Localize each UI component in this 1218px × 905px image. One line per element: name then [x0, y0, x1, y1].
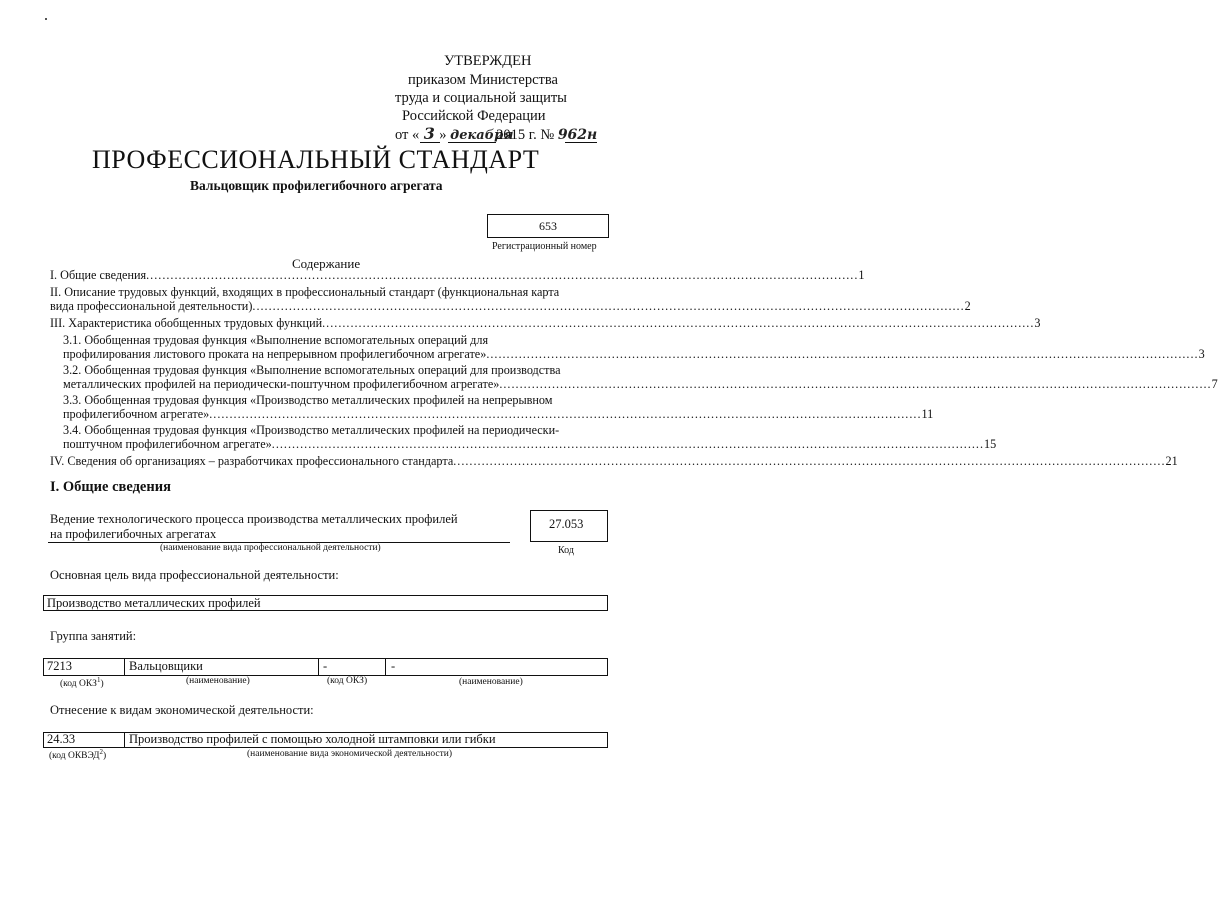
- registration-number-box: 653: [487, 214, 609, 238]
- toc-item-32: металлических профилей на периодически-поштучном профилегибочном агрегате» ................................................................................................................................................................................ 7: [63, 377, 1218, 391]
- econ-name: Производство профилей с помощью холодной штамповки или гибки: [129, 732, 496, 746]
- group-divider-1: [124, 658, 125, 676]
- caption-name-2: (наименование): [459, 677, 523, 687]
- toc-item-34: поштучном профилегибочном агрегате» ................................................................................................................................................................................ 15: [63, 437, 997, 451]
- toc-item-3: III. Характеристика обобщенных трудовых функций ................................................................................................................................................................................ 3: [50, 316, 1041, 330]
- activity-name-line1: Ведение технологического процесса производства металлических профилей: [50, 512, 458, 526]
- section1-heading: I. Общие сведения: [50, 479, 171, 495]
- activity-caption: (наименование вида профессиональной деятельности): [160, 543, 381, 553]
- toc-item-33-line1: 3.3. Обобщенная трудовая функция «Производство металлических профилей на непрерывном: [63, 393, 553, 407]
- caption-okz-2: (код ОКЗ): [327, 676, 368, 686]
- toc-item-31: профилирования листового проката на непрерывном профилегибочном агрегате» ................................................................................................................................................................................ 3: [63, 347, 1205, 361]
- group-label: Группа занятий:: [50, 629, 137, 643]
- group-divider-2: [318, 658, 319, 676]
- date-day-underline: [420, 142, 440, 143]
- group-name: Вальцовщики: [129, 659, 203, 673]
- registration-caption: Регистрационный номер: [492, 241, 597, 252]
- caption-name-1: (наименование): [186, 676, 250, 686]
- group-code: 7213: [47, 659, 72, 673]
- caption-econ-name: (наименование вида экономической деятельности): [247, 749, 452, 759]
- toc-item-33: профилегибочном агрегате» ................................................................................................................................................................................ 11: [63, 407, 934, 421]
- econ-divider: [124, 732, 125, 748]
- toc-item-31-line1: 3.1. Обобщенная трудовая функция «Выполнение вспомогательных операций для: [63, 333, 489, 347]
- caption-okz-1: (код ОКЗ$^1$): [60, 676, 104, 690]
- activity-code-value: 27.053: [549, 517, 584, 531]
- group-divider-3: [385, 658, 386, 676]
- scan-speck: [45, 18, 47, 20]
- approval-line-2: приказом Министерства: [408, 72, 558, 88]
- date-mid: »: [439, 127, 447, 143]
- econ-code: 24.33: [47, 732, 76, 746]
- goal-label: Основная цель вида профессиональной деятельности:: [50, 568, 339, 582]
- caption-okved: (код ОКВЭД$^2$): [49, 748, 107, 762]
- econ-label: Отнесение к видам экономической деятельности:: [50, 703, 314, 717]
- date-month: декабря: [450, 128, 514, 143]
- toc-item-32-line1: 3.2. Обобщенная трудовая функция «Выполнение вспомогательных операций для производства: [63, 363, 561, 377]
- contents-heading: Содержание: [292, 256, 361, 271]
- page-subtitle: Вальцовщик профилегибочного агрегата: [190, 178, 443, 193]
- approval-line-1: УТВЕРЖДЕН: [444, 53, 532, 69]
- toc-item-4: IV. Сведения об организациях – разработчиках профессионального стандарта ................................................................................................................................................................................ 21: [50, 454, 1178, 468]
- toc-item-1: I. Общие сведения ................................................................................................................................................................................ 1: [50, 268, 865, 282]
- date-day: 3: [423, 124, 435, 143]
- goal-value: Производство металлических профилей: [47, 596, 261, 610]
- date-prefix: от «: [395, 127, 420, 143]
- activity-name-line2: на профилегибочных агрегатах: [50, 527, 217, 541]
- group-code-2: -: [323, 659, 328, 673]
- toc-item-2-line1: II. Описание трудовых функций, входящих в профессиональный стандарт (функциональная карта: [50, 285, 560, 299]
- toc-item-2: вида профессиональной деятельности) ................................................................................................................................................................................ 2: [50, 299, 971, 313]
- activity-code-caption: Код: [558, 545, 574, 556]
- date-year: 2015 г. №: [496, 127, 555, 143]
- date-month-underline: [448, 142, 496, 143]
- order-number-underline: [565, 142, 597, 143]
- approval-line-3: труда и социальной защиты: [395, 90, 567, 106]
- group-name-2: -: [391, 659, 396, 673]
- page-title: ПРОФЕССИОНАЛЬНЫЙ СТАНДАРТ: [92, 145, 540, 174]
- toc-item-34-line1: 3.4. Обобщенная трудовая функция «Производство металлических профилей на периодически-: [63, 423, 560, 437]
- approval-line-4: Российской Федерации: [402, 108, 546, 124]
- order-number: 962н: [557, 127, 598, 143]
